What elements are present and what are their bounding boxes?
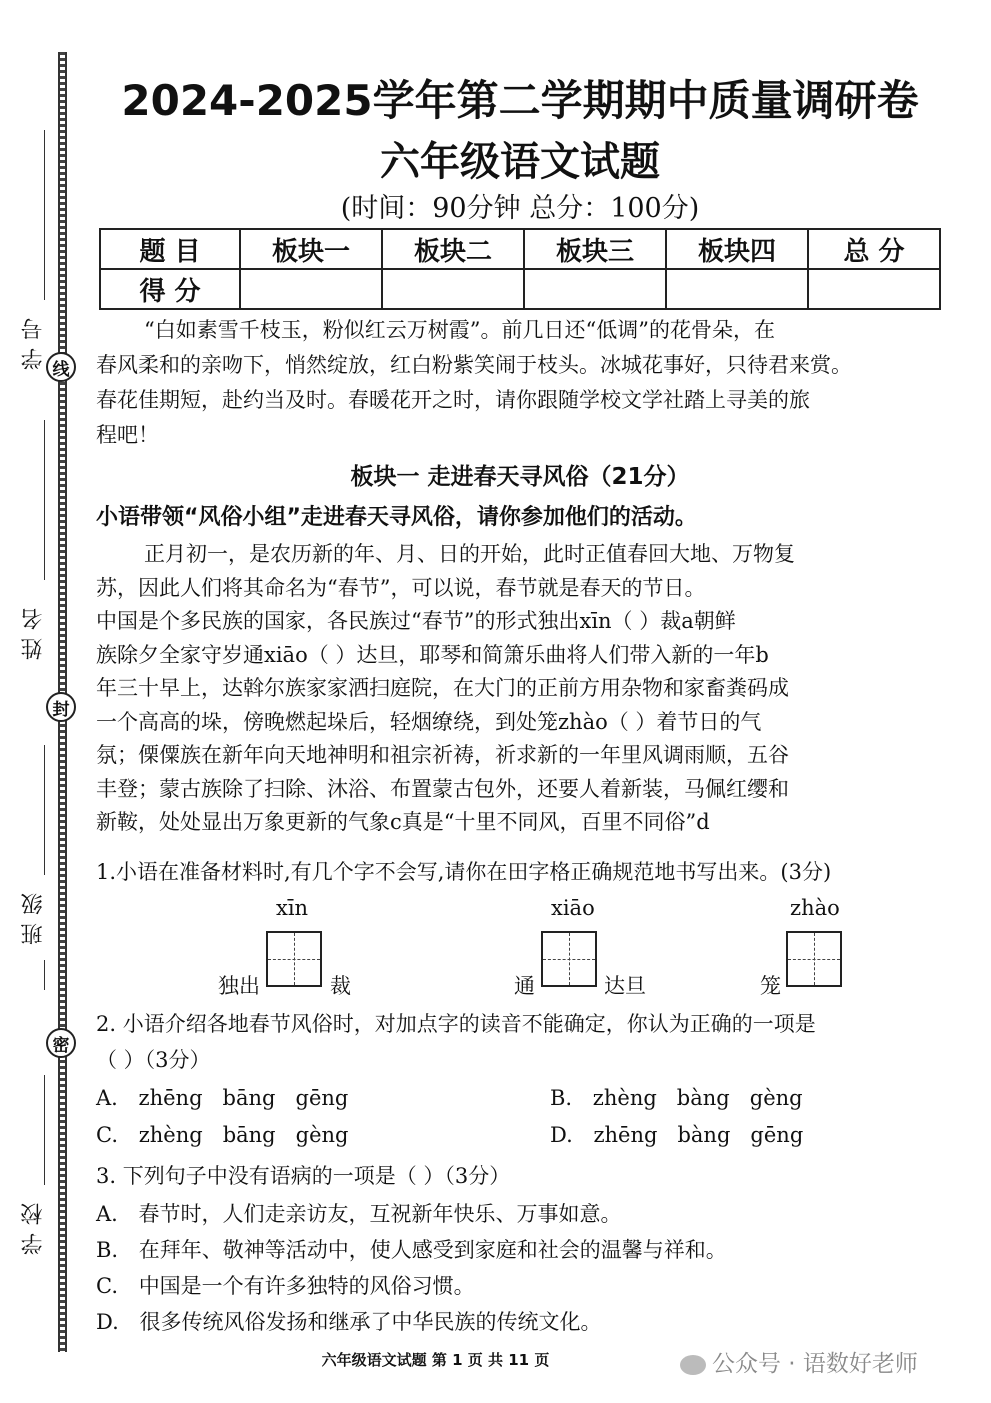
option-text: zhēng bàng gēng (593, 1123, 804, 1147)
intro-line: 春花佳期短，赴约当及时。春暖花开之时，请你跟随学校文学社踏上寻美的旅 (96, 388, 810, 412)
q1-before-text: 通 (514, 974, 535, 998)
score-table (99, 228, 941, 310)
passage-line: 氛；傈僳族在新年向天地神明和祖宗祈祷，祈求新的一年里风调雨顺，五谷 (96, 743, 789, 767)
score-row-label: 得 分 (100, 269, 240, 309)
passage-line: 苏，因此人们将其命名为“春节”，可以说，春节就是春天的节日。 (96, 575, 706, 600)
watermark (680, 1345, 918, 1378)
intro-line: “白如素雪千枝玉，粉似红云万树霞”。前几日还“低调”的花骨朵，在 (144, 318, 775, 342)
q1-stem: 1.小语在准备材料时,有几个字不会写,请你在田字格正确规范地书写出来。(3分) (96, 860, 832, 884)
q3-option-b[interactable] (96, 1234, 727, 1264)
q2-option-b[interactable] (550, 1086, 803, 1110)
score-table-header-row (100, 229, 940, 269)
section1-passage (96, 538, 956, 840)
q2-option-c[interactable] (96, 1123, 349, 1147)
q1-pinyin: zhào (790, 896, 840, 920)
binding-line (44, 420, 45, 580)
q3-option-d[interactable] (96, 1306, 601, 1336)
passage-line: 族除夕全家守岁通xiāo（ ）达旦，耶琴和简箫乐曲将人们带入新的一年b (96, 642, 769, 667)
score-header-cell: 板块一 (240, 229, 382, 269)
binding-line (44, 130, 45, 300)
option-text: 在拜年、敬神等活动中，使人感受到家庭和社会的温馨与祥和。 (138, 1238, 727, 1262)
option-text: zhēng bāng gēng (138, 1086, 349, 1110)
option-label: C. (96, 1274, 118, 1298)
q1-pinyin: xiāo (551, 896, 595, 920)
intro-line: 程吧！ (96, 423, 159, 447)
passage-line: 丰登；蒙古族除了扫除、沐浴、布置蒙古包外，还要人着新装，马佩红缨和 (96, 776, 789, 801)
option-label: D. (96, 1310, 119, 1334)
option-label: B. (96, 1238, 119, 1262)
passage-line: 正月初一，是农历新的年、月、日的开始，此时正值春回大地、万物复 (144, 542, 795, 566)
q1-before-text: 笼 (760, 974, 781, 998)
score-table-score-row (100, 269, 940, 309)
watermark-text: 公众号 · 语数好老师 (712, 1351, 918, 1377)
exam-subtitle: 六年级语文试题 (380, 139, 660, 185)
binding-line (44, 745, 45, 875)
option-text: 春节时，人们走亲访友，互祝新年快乐、万事如意。 (138, 1202, 622, 1226)
q1-after-text: 裁 (330, 974, 351, 998)
q3-stem: 3. 下列句子中没有语病的一项是（ ）（3分） (96, 1164, 511, 1188)
section1-lead: 小语带领“风俗小组”走进春天寻风俗，请你参加他们的活动。 (96, 505, 697, 530)
option-label: B. (550, 1086, 573, 1110)
q2-stem: 2. 小语介绍各地春节风俗时，对加点字的读音不能确定，你认为正确的一项是 (96, 1012, 816, 1036)
seal-mark: 封 (46, 692, 76, 722)
option-label: A. (96, 1202, 118, 1226)
intro-line: 春风柔和的亲吻下，悄然绽放，红白粉紫笑闹于枝头。冰城花事好，只待君来赏。 (96, 353, 852, 377)
exam-meta: (时间：90分钟 总分：100分) (340, 193, 700, 224)
passage-line: 新鞍，处处显出万象更新的气象c真是“十里不同风，百里不同俗”d (96, 810, 710, 834)
score-header-cell: 总 分 (808, 229, 940, 269)
q1-pinyin: xīn (276, 896, 309, 920)
option-label: C. (96, 1123, 118, 1147)
q1-before-text: 独出 (218, 974, 260, 998)
q2-answer-blank: （ ）（3分） (96, 1048, 211, 1072)
option-text: 很多传统风俗发扬和继承了中华民族的传统文化。 (139, 1310, 602, 1334)
exam-title: 2024-2025学年第二学期期中质量调研卷 (121, 76, 919, 125)
score-cell[interactable] (382, 269, 524, 309)
score-header-cell: 板块三 (524, 229, 666, 269)
score-cell[interactable] (524, 269, 666, 309)
passage-line: 一个高高的垛，傍晚燃起垛后，轻烟缭绕，到处笼zhào（ ）着节日的气 (96, 709, 762, 734)
q2-option-d[interactable] (550, 1123, 803, 1147)
q1-after-text: 达旦 (604, 974, 646, 998)
seal-line-mark: 线 (46, 352, 76, 382)
name-label: 姓名 (21, 600, 46, 660)
passage-line: 年三十早上，达斡尔族家家洒扫庭院，在大门的正前方用杂物和家畜粪码成 (96, 676, 789, 700)
intro-paragraph (96, 313, 956, 453)
score-cell[interactable] (240, 269, 382, 309)
option-label: D. (550, 1123, 573, 1147)
class-label: 班级 (21, 885, 46, 945)
option-label: A. (96, 1086, 118, 1110)
tianzige-grid[interactable] (541, 931, 597, 987)
page-footer: 六年级语文试题 第 1 页 共 11 页 (321, 1351, 550, 1369)
school-label: 学校 (21, 1195, 46, 1255)
tianzige-grid[interactable] (786, 931, 842, 987)
q3-option-a[interactable] (96, 1198, 622, 1228)
score-header-cell: 板块四 (666, 229, 808, 269)
option-text: 中国是一个有许多独特的风俗习惯。 (138, 1274, 475, 1298)
score-header-cell: 题 目 (100, 229, 240, 269)
option-text: zhèng bàng gèng (592, 1086, 803, 1110)
binding-line (44, 960, 45, 990)
wechat-icon (680, 1355, 706, 1375)
q3-option-c[interactable] (96, 1270, 475, 1300)
secret-mark: 密 (46, 1028, 76, 1058)
binding-line (44, 1075, 45, 1185)
score-cell[interactable] (808, 269, 940, 309)
passage-line: 中国是个多民族的国家，各民族过“春节”的形式独出xīn（ ）裁a朝鲜 (96, 609, 736, 633)
q2-option-a[interactable] (96, 1086, 348, 1110)
student-id-label: 学号 (21, 310, 46, 370)
score-header-cell: 板块二 (382, 229, 524, 269)
option-text: zhèng bāng gèng (138, 1123, 349, 1147)
tianzige-grid[interactable] (266, 931, 322, 987)
section1-title: 板块一 走进春天寻风俗（21分） (350, 464, 690, 490)
score-cell[interactable] (666, 269, 808, 309)
